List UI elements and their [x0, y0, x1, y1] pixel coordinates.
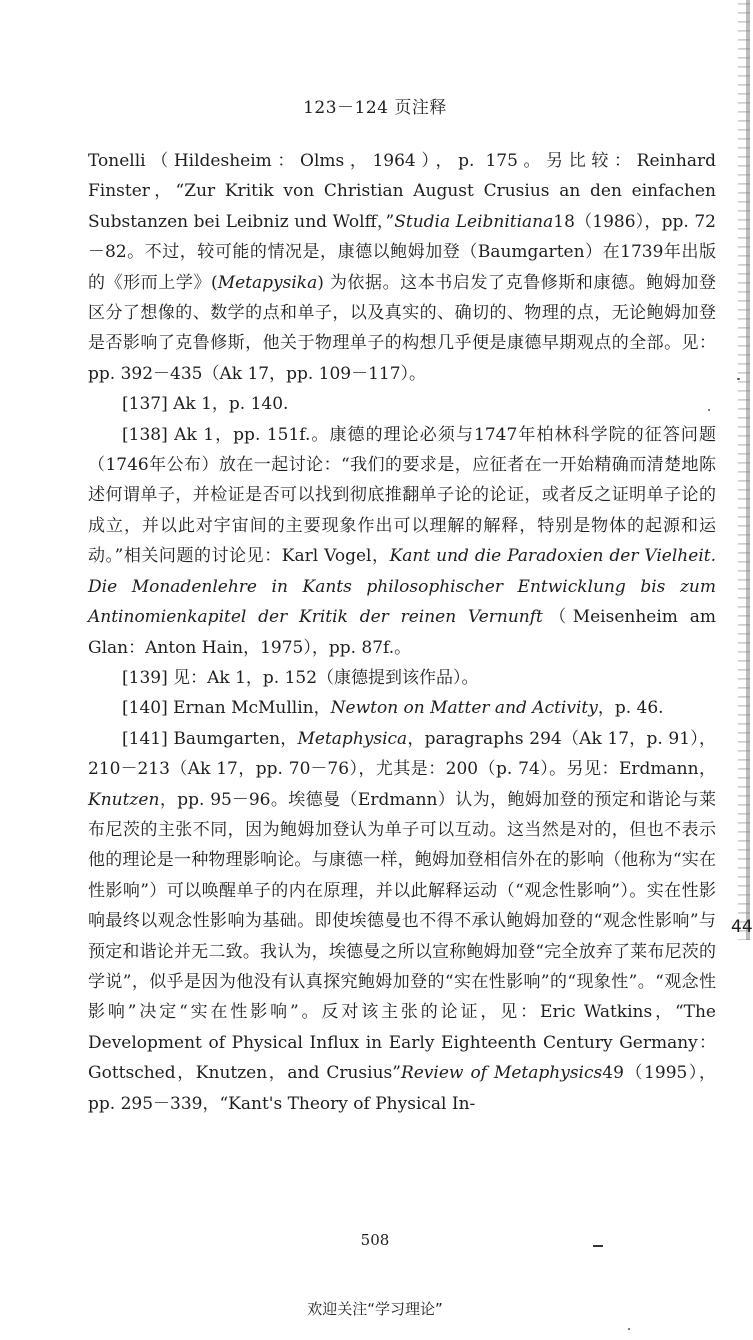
scan-speck [737, 378, 740, 380]
text-run: ，paragraphs 294（Ak 17，p. 91），210－213（Ak 17，pp. 70－76），尤其是：200（p. 74）。另见：Erdmann， [88, 728, 716, 780]
scan-speck [708, 409, 710, 411]
note-paragraph [88, 389, 716, 419]
note-paragraph [88, 146, 716, 389]
note-paragraph [88, 724, 716, 1119]
note-paragraph [88, 693, 716, 723]
text-run: [137] Ak 1，p. 140. [122, 394, 289, 415]
scan-dash-mark [593, 1245, 603, 1247]
text-run: [139] 见：Ak 1，p. 152（康德提到该作品）。 [122, 667, 479, 688]
text-run: 18（1986），pp. 72－82。不过，较可能的情况是，康德以鲍姆加登（Baumgarten）在1739年出版的《形而上学》( [88, 211, 716, 293]
margin-page-number: 44 [731, 917, 753, 937]
italic-title: Studia Leibnitiana [394, 211, 554, 232]
running-head: 123－124 页注释 [303, 98, 447, 118]
text-run: [140] Ernan McMullin， [122, 698, 331, 719]
note-paragraph [88, 663, 716, 693]
page-number: 508 [360, 1231, 390, 1249]
footer-watermark-note: 欢迎关注“学习理论” [307, 1300, 443, 1318]
italic-title: Knutzen [88, 789, 160, 810]
scan-edge-artifact-dark [746, 0, 750, 940]
text-run: 49（1995），pp. 295－339，“Kant's Theory of Physical In- [88, 1063, 716, 1114]
text-run: ，p. 46. [597, 698, 664, 719]
text-run: Tonelli（Hildesheim：Olms，1964），p. 175。另比较：Reinhard Finster，“Zur Kritik von Christian August Crusius an den einfachen Substanzen bei Leibniz und Wolff，” [88, 151, 716, 232]
italic-title: Newton on Matter and Activity [330, 698, 598, 719]
text-run: （Meisenheim am Glan：Anton Hain，1975），pp. 87f.。 [88, 607, 716, 658]
scan-speck [628, 1328, 630, 1330]
text-run: ，pp. 95－96。埃德曼（Erdmann）认为，鲍姆加登的预定和谐论与莱布尼茨的主张不同，因为鲍姆加登认为单子可以互动。这当然是对的，但也不表示他的理论是一种物理影响论。与康德一样，鲍姆加登相信外在的影响（他称为“实在性影响”）可以唤醒单子的内在原理，并以此解释运动（“观念性影响”）。实在性影响最终以观念性影响为基础。即使埃德曼也不得不承认鲍姆加登的“观念性影响”与预定和谐论并无二致。我认为，埃德曼之所以宣称鲍姆加登“完全放弃了莱布尼茨的学说”，似乎是因为他没有认真探究鲍姆加登的“实在性影响”的“现象性”。“观念性影响”决定“实在性影响”。反对该主张的论证，见：Eric Watkins，“The Development of Physical Influx in Early Eighteenth Century Germany：Gottsched，Knutzen，and Crusius” [88, 789, 716, 1084]
italic-title: Review of Metaphysics [400, 1063, 603, 1084]
italic-title: Kant und die Paradoxien der Vielheit. Die Monadenlehre in Kants philosophischer Entwicklung bis zum Antinomienkapitel der Kritik der reinen Vernunft [88, 546, 716, 628]
note-paragraph [88, 420, 716, 663]
notes-body [88, 146, 716, 1119]
text-run: [141] Baumgarten， [122, 728, 298, 749]
text-run: ) 为依据。这本书启发了克鲁修斯和康德。鲍姆加登区分了想像的、数学的点和单子，以及真实的、确切的、物理的点，无论鲍姆加登是否影响了克鲁修斯，他关于物理单子的构想几乎便是康德早期观点的全部。见：pp. 392－435（Ak 17，pp. 109－117）。 [88, 272, 716, 384]
italic-title: Metapysika [217, 272, 318, 293]
italic-title: Metaphysica [297, 728, 408, 749]
text-run: [138] Ak 1，pp. 151f.。康德的理论必须与1747年柏林科学院的征答问题（1746年公布）放在一起讨论：“我们的要求是，应征者在一开始精确而清楚地陈述何谓单子，并检证是否可以找到彻底推翻单子论的论证，或者反之证明单子论的成立，并以此对宇宙间的主要现象作出可以理解的解释，特别是物体的起源和运动。”相关问题的讨论见：Karl Vogel， [88, 424, 716, 567]
